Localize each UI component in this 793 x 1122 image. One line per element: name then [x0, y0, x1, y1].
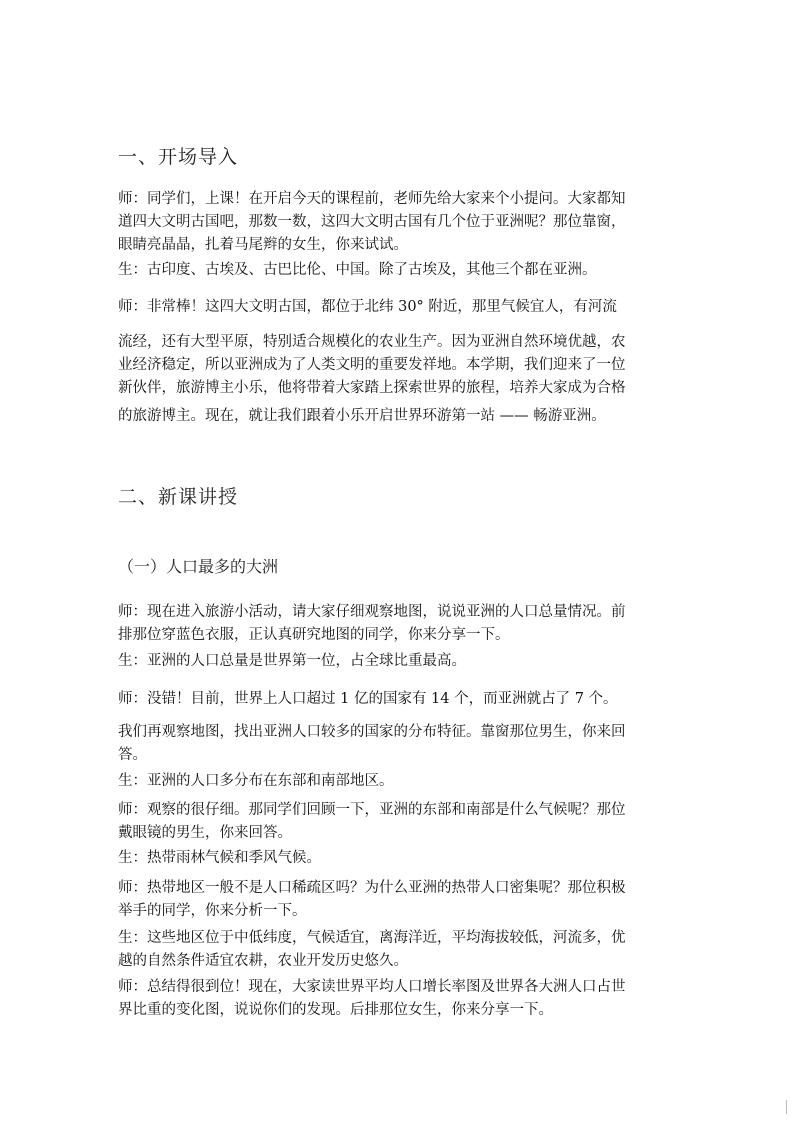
paragraph-s2-6 — [118, 799, 678, 845]
text-line: 我们再观察地图，找出亚洲人口较多的国家的分布特征。靠窗那位男生，你来回 — [118, 724, 626, 740]
paragraph-s1-3 — [118, 296, 678, 319]
text-line: 生：古印度、古埃及、古巴比伦、中国。除了古埃及，其他三个都在亚洲。 — [118, 262, 597, 278]
text-line: 举手的同学，你来分析一下。 — [118, 903, 307, 919]
text-line: 生：亚洲的人口总量是世界第一位，占全球比重最高。 — [118, 653, 466, 669]
text-line: 生：这些地区位于中低纬度，气候适宜，离海洋近，平均海拔较低，河流多，优 — [118, 930, 626, 946]
text-line: 界比重的变化图，说说你们的发现。后排那位女生，你来分享一下。 — [118, 1002, 553, 1018]
text-line: 师：总结得很到位！现在，大家读世界平均人口增长率图及世界各大洲人口占世 — [118, 979, 626, 995]
paragraph-s2-5 — [118, 770, 678, 793]
paragraph-s1-1 — [118, 188, 678, 257]
text-line: 戴眼镜的男生，你来回答。 — [118, 825, 292, 841]
text-line: 师：现在进入旅游小活动，请大家仔细观察地图，说说亚洲的人口总量情况。前 — [118, 604, 626, 620]
text-line: 流经，还有大型平原，特别适合规模化的农业生产。因为亚洲自然环境优越，农 — [118, 334, 626, 350]
paragraph-s2-2 — [118, 650, 678, 673]
paragraph-s2-7 — [118, 847, 678, 870]
text-line: 越的自然条件适宜农耕，农业开发历史悠久。 — [118, 953, 408, 969]
text-line: 排那位穿蓝色衣服，正认真研究地图的同学，你来分享一下。 — [118, 627, 510, 643]
text-line: 的旅游博主。现在，就让我们跟着小乐开启世界环游第一站 —— 畅游亚洲。 — [118, 408, 606, 424]
text-line: 生：热带雨林气候和季风气候。 — [118, 850, 321, 866]
text-line: 师：热带地区一般不是人口稀疏区吗？为什么亚洲的热带人口密集呢？那位积极 — [118, 880, 626, 896]
paragraph-s1-5 — [118, 405, 678, 428]
text-line: 师：非常棒！这四大文明古国，都位于北纬 30° 附近，那里气候宜人，有河流 — [118, 299, 617, 315]
text-line: 生：亚洲的人口多分布在东部和南部地区。 — [118, 773, 394, 789]
paragraph-s2-1 — [118, 601, 678, 647]
paragraph-s2-10 — [118, 976, 678, 1022]
section-2-heading: 二、新课讲授 — [118, 486, 239, 508]
paragraph-s2-9 — [118, 927, 678, 973]
text-line: 师：观察的很仔细。那同学们回顾一下，亚洲的东部和南部是什么气候呢？那位 — [118, 802, 626, 818]
page-edge-marker — [786, 1100, 787, 1114]
text-line: 答。 — [118, 747, 147, 763]
paragraph-s1-4 — [118, 331, 678, 400]
paragraph-s2-8 — [118, 877, 678, 923]
text-line: 师：同学们，上课！在开启今天的课程前，老师先给大家来个小提问。大家都知 — [118, 191, 626, 207]
text-line: 新伙伴，旅游博主小乐，他将带着大家踏上探索世界的旅程，培养大家成为合格 — [118, 380, 626, 396]
text-line: 道四大文明古国吧，那数一数，这四大文明古国有几个位于亚洲呢？那位靠窗， — [118, 214, 626, 230]
section-1-heading: 一、开场导入 — [118, 146, 239, 168]
subsection-heading: （一）人口最多的大洲 — [118, 557, 279, 576]
paragraph-s2-3 — [118, 688, 678, 711]
text-line: 眼睛亮晶晶，扎着马尾辫的女生，你来试试。 — [118, 237, 408, 253]
text-line: 业经济稳定，所以亚洲成为了人类文明的重要发祥地。本学期，我们迎来了一位 — [118, 357, 626, 373]
paragraph-s1-2 — [118, 259, 678, 282]
text-line: 师：没错！目前，世界上人口超过 1 亿的国家有 14 个，而亚洲就占了 7 个。 — [118, 691, 618, 707]
paragraph-s2-4 — [118, 721, 678, 767]
